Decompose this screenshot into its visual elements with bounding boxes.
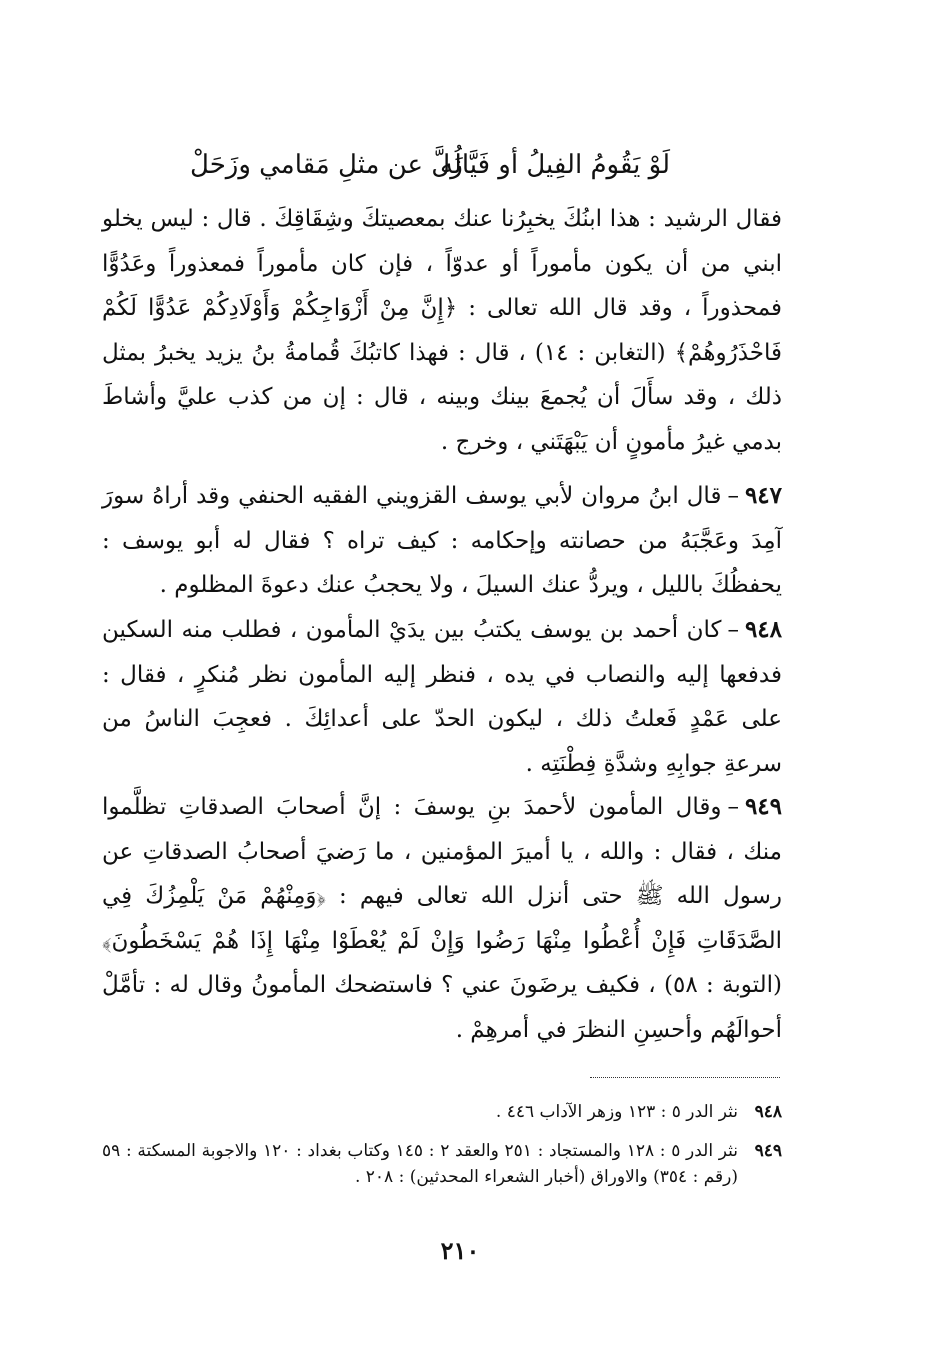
footnote-text: نثر الدر ٥ : ١٢٣ وزهر الآداب ٤٤٦ . — [495, 1102, 738, 1122]
poetry-verse — [190, 140, 670, 190]
paragraph-948 — [102, 608, 782, 786]
paragraph-number: ٩٤٩ — [744, 793, 782, 820]
verse-hemistich-first: لَوْ يَقُومُ الفِيلُ أو فَيَّالُه — [439, 150, 670, 180]
footnote-number: ٩٤٩ — [754, 1141, 782, 1161]
footnote-divider — [590, 1077, 780, 1078]
paragraph-949 — [102, 785, 782, 1053]
paragraph-text: وقال المأمون لأحمدَ بنِ يوسفَ : إنَّ أصحابَ الصدقاتِ تظلَّموا منك ، فقال : والله ، يا أميرَ المؤمنين ، ما رَضيَ أصحابُ الصدقاتِ عن رسول الله ﷺ حتى أنزل الله تعالى فيهم : ﴿وَمِنْهُمْ مَنْ يَلْمِزُكَ فِي الصَّدَقَاتِ فَإِنْ أُعْطُوا مِنْهَا رَضُوا وَإِنْ لَمْ يُعْطَوْا مِنْهَا إِذَا هُمْ يَسْخَطُونَ﴾ (التوبة : ٥٨) ، فكيف يرضَونَ عني ؟ فاستضحك المأمونُ وقال له : تأمَّلْ أحوالَهُم وأحسِنِ النظرَ في أمرهِمْ . — [102, 794, 782, 1043]
page-number: ٢١٠ — [440, 1236, 480, 1265]
paragraph-947 — [102, 474, 782, 608]
paragraph-number: ٩٤٧ — [744, 482, 782, 509]
paragraph-text: قال ابنُ مروان لأبي يوسف القزويني الفقيه الحنفي وقد أراهُ سورَ آمِدَ وعَجَّبَهُ من حصانته وإحكامه : كيف تراه ؟ فقال له أبو يوسف : يحفظُكَ بالليل ، ويردُّ عنك السيلَ ، ولا يحجبُ عنك دعوةَ المظلوم . — [102, 483, 782, 599]
dash-separator: – — [727, 617, 739, 643]
footnote-949 — [102, 1138, 782, 1190]
paragraph-text: كان أحمد بن يوسف يكتبُ بين يدَيْ المأمون ، فطلب منه السكين فدفعها إليه والنصاب في يده ، فنظر إليه المأمون نظر مُنكرٍ ، فقال : على عَمْدٍ فَعلتُ ذلك ، ليكون الحدّ على أعدائِكَ . فعجِبَ الناسُ من سرعةِ جوابِهِ وشدَّةِ فِطْنَتِه . — [102, 617, 782, 777]
verse-hemistich-second: زَلَّ عن مثلِ مَقامي وزَحَلْ — [190, 150, 463, 180]
paragraph-text: فقال الرشيد : هذا ابنُكَ يخبِرُنا عنك بمعصيتكَ وشِقَاقِكَ . قال : ليس يخلو ابني من أن يكون مأموراً أو عدوّاً ، فإن كان مأموراً فمعذوراً وعَدُوًّا فمحذوراً ، وقد قال الله تعالى : ﴿إِنَّ مِنْ أَزْوَاجِكُمْ وَأَوْلَادِكُمْ عَدُوًّا لَكُمْ فَاحْذَرُوهُمْ﴾ (التغابن : ١٤) ، قال : فهذا كاتبُكَ قُمامةُ بنُ يزيد يخبرُ بمثل ذلك ، وقد سأَلَ أن يُجمعَ بينك وبينه ، قال : إن من كذب عليَّ وأشاطَ بدمي غيرُ مأمونٍ أن يَبْهَتَني ، وخرج . — [102, 206, 782, 455]
footnote-948 — [102, 1099, 782, 1125]
paragraph-intro — [102, 197, 782, 465]
paragraph-number: ٩٤٨ — [744, 616, 782, 643]
footnote-text: نثر الدر ٥ : ١٢٨ والمستجاد : ٢٥١ والعقد ٢ : ١٤٥ وكتاب بغداد : ١٢٠ والاجوبة المسكتة : ٥٩ (رقم : ٣٥٤) والاوراق (أخبار الشعراء المحدثين) : ٢٠٨ . — [102, 1141, 739, 1187]
dash-separator: – — [727, 483, 739, 509]
dash-separator: – — [727, 794, 739, 820]
footnote-number: ٩٤٨ — [754, 1102, 782, 1122]
